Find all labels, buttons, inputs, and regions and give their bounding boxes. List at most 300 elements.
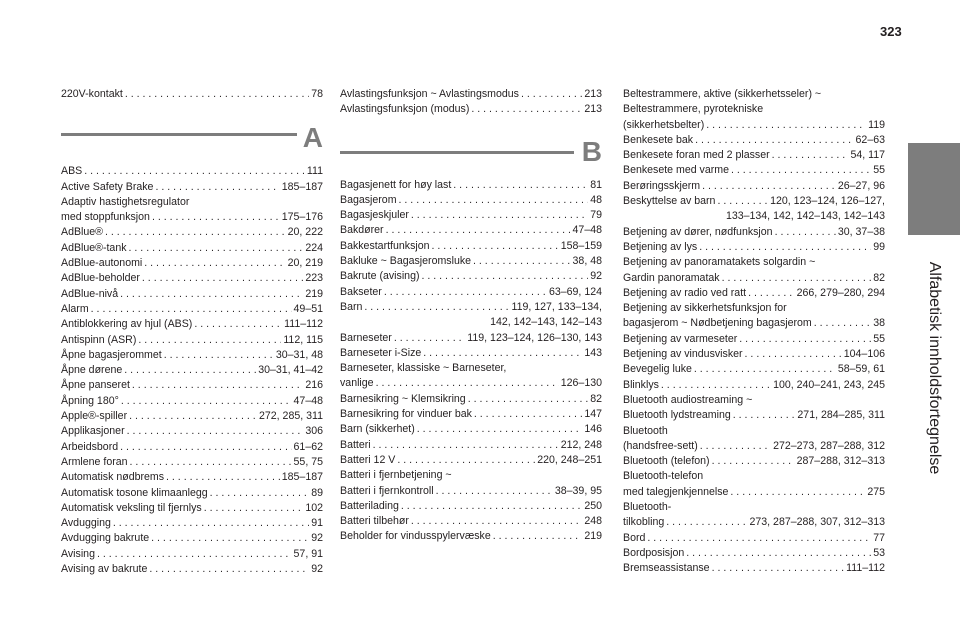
dot-leader xyxy=(493,529,583,544)
dot-leader xyxy=(129,241,304,256)
entry-term: Åpne bagasjerommet xyxy=(61,348,162,361)
index-entry xyxy=(61,562,323,577)
index-entry xyxy=(340,208,602,223)
entry-pages: 185–187 xyxy=(281,180,323,193)
entry-term: Betjening av vindusvisker xyxy=(623,348,743,361)
entry-term: vanlige xyxy=(340,377,374,390)
entry-term: Avdugging bakrute xyxy=(61,532,150,545)
entry-term: Automatisk nødbrems xyxy=(61,471,165,484)
dot-leader xyxy=(364,300,509,315)
index-entry xyxy=(61,501,323,516)
dot-leader xyxy=(717,194,768,209)
entry-pages: 119, 123–124, 126–130, 143 xyxy=(467,331,602,344)
index-entry xyxy=(61,210,323,225)
index-entry-line: Beltestrammere, aktive (sikkerhetsseler) ~ xyxy=(623,88,822,100)
index-entry-line: Barneseter, klassiske ~ Barneseter, xyxy=(340,362,507,375)
index-entry xyxy=(340,269,602,284)
entry-term: Åpning 180° xyxy=(61,394,119,407)
entry-pages: 216 xyxy=(305,379,323,392)
index-entry xyxy=(61,363,323,378)
index-entry xyxy=(61,531,323,546)
dot-leader xyxy=(686,546,871,561)
index-entry-line: 133–134, 142, 142–143, 142–143 xyxy=(725,210,885,223)
index-entry xyxy=(61,180,323,195)
entry-term: 220V-kontakt xyxy=(61,88,123,100)
heading-letter: B xyxy=(581,135,602,167)
index-entry xyxy=(61,440,323,455)
entry-term: Benkesete med varme xyxy=(623,164,729,177)
dot-leader xyxy=(706,118,866,133)
entry-pages: 30, 37–38 xyxy=(837,225,885,238)
index-entry xyxy=(340,102,602,117)
entry-pages: 55 xyxy=(873,332,885,345)
dot-leader xyxy=(164,348,274,363)
index-entry xyxy=(623,546,885,561)
section-heading-a xyxy=(61,122,323,160)
entry-pages: 38–39, 95 xyxy=(554,484,602,497)
entry-pages: 158–159 xyxy=(560,239,602,252)
entry-term: tilkobling xyxy=(623,516,665,529)
entry-term: Berøringsskjerm xyxy=(623,179,701,192)
index-entry xyxy=(623,531,885,546)
dot-leader xyxy=(166,470,280,485)
index-entry xyxy=(340,331,602,346)
dot-leader xyxy=(722,271,872,286)
entry-pages: 111 xyxy=(306,165,323,178)
index-entry xyxy=(623,332,885,347)
entry-term: Antiblokkering av hjul (ABS) xyxy=(61,318,193,331)
index-entry xyxy=(623,163,885,178)
index-entry xyxy=(623,133,885,148)
dot-leader xyxy=(730,485,865,500)
dot-leader xyxy=(647,531,871,546)
entry-pages: 53 xyxy=(873,546,885,559)
dot-leader xyxy=(386,223,571,238)
heading-rule xyxy=(61,133,297,136)
index-entry xyxy=(61,333,323,348)
entry-pages: 126–130 xyxy=(560,377,602,390)
entry-term: Bagasjeskjuler xyxy=(340,209,409,222)
dot-leader xyxy=(138,333,281,348)
entry-term: Arbeidsbord xyxy=(61,440,119,453)
entry-pages: 79 xyxy=(590,209,602,222)
index-column-a xyxy=(61,87,323,577)
entry-pages: 20, 222 xyxy=(287,226,323,239)
entry-term: Bakkestartfunksjon xyxy=(340,239,430,252)
dot-leader xyxy=(712,561,845,576)
entry-term: Bordposisjon xyxy=(623,546,685,559)
index-entry xyxy=(61,348,323,363)
dot-leader xyxy=(155,180,279,195)
entry-pages: 77 xyxy=(873,531,885,544)
entry-pages: 99 xyxy=(873,240,885,253)
entry-term: Batteri xyxy=(340,438,371,451)
index-entry xyxy=(61,378,323,393)
entry-pages: 213 xyxy=(584,88,602,100)
index-entry xyxy=(340,514,602,529)
entry-pages: 30–31, 41–42 xyxy=(258,364,323,377)
entry-pages: 250 xyxy=(584,499,602,512)
entry-term: Avlastingsfunksjon (modus) xyxy=(340,103,470,116)
dot-leader xyxy=(401,499,582,514)
entry-pages: 147 xyxy=(584,408,602,421)
entry-pages: 82 xyxy=(873,271,885,284)
entry-pages: 146 xyxy=(584,423,602,436)
entry-term: Bagasjenett for høy last xyxy=(340,178,452,191)
index-entry xyxy=(340,178,602,193)
dot-leader xyxy=(423,346,582,361)
dot-leader xyxy=(127,424,304,439)
entry-pages: 47–48 xyxy=(293,394,323,407)
entry-pages: 272, 285, 311 xyxy=(258,410,323,423)
index-entry-line: Betjening av panoramatakets solgardin ~ xyxy=(623,256,816,269)
entry-term: Batterilading xyxy=(340,499,399,512)
entry-term: Bluetooth lydstreaming xyxy=(623,409,731,422)
index-entry-line: Beltestrammere, pyrotekniske xyxy=(623,103,764,116)
entry-pages: 111–112 xyxy=(846,562,885,575)
entry-term: Beholder for vindusspylervæske xyxy=(340,530,491,543)
entry-pages: 306 xyxy=(305,425,323,438)
index-entry xyxy=(61,271,323,286)
dot-leader xyxy=(152,210,280,225)
entry-term: Bakrute (avising) xyxy=(340,270,420,283)
index-entry-line: 142, 142–143, 142–143 xyxy=(490,316,602,329)
entry-pages: 185–187 xyxy=(281,471,323,484)
dot-leader xyxy=(124,363,256,378)
entry-pages: 212, 248 xyxy=(560,438,602,451)
entry-term: Active Safety Brake xyxy=(61,180,154,193)
index-entry xyxy=(61,486,323,501)
dot-leader xyxy=(702,179,836,194)
dot-leader xyxy=(149,562,309,577)
entry-pages: 287–288, 312–313 xyxy=(796,455,885,468)
entry-term: Bakseter xyxy=(340,285,382,298)
index-entry xyxy=(340,300,602,315)
entry-term: Barneseter xyxy=(340,331,392,344)
index-entry xyxy=(623,240,885,255)
column-b-pre xyxy=(340,87,602,118)
entry-term: (handsfree-sett) xyxy=(623,439,698,452)
index-entry xyxy=(623,439,885,454)
index-entry-line: Bluetooth- xyxy=(623,501,672,514)
entry-term: Applikasjoner xyxy=(61,425,125,438)
index-entry xyxy=(340,407,602,422)
dot-leader xyxy=(474,407,582,422)
entry-pages: 273, 287–288, 307, 312–313 xyxy=(749,516,885,529)
entry-pages: 81 xyxy=(590,178,602,191)
dot-leader xyxy=(772,148,849,163)
entry-term: med talegjenkjennelse xyxy=(623,485,729,498)
dot-leader xyxy=(399,193,589,208)
entry-pages: 49–51 xyxy=(293,302,323,315)
entry-pages: 112, 115 xyxy=(283,333,323,346)
heading-rule xyxy=(340,151,574,154)
entry-pages: 63–69, 124 xyxy=(548,285,602,298)
dot-leader xyxy=(417,422,583,437)
dot-leader xyxy=(739,332,871,347)
index-entry xyxy=(623,118,885,133)
index-entry xyxy=(623,194,885,209)
index-entry xyxy=(623,561,885,576)
entry-pages: 92 xyxy=(311,532,323,545)
entry-pages: 26–27, 96 xyxy=(837,179,885,192)
dot-leader xyxy=(130,455,292,470)
entry-pages: 61–62 xyxy=(293,440,323,453)
entry-term: AdBlue®-tank xyxy=(61,241,127,254)
entry-term: Barneseter i-Size xyxy=(340,346,422,359)
entry-pages: 111–112 xyxy=(284,318,323,331)
index-entry xyxy=(340,223,602,238)
entry-pages: 175–176 xyxy=(281,211,323,224)
entry-term: Avlastingsfunksjon ~ Avlastingsmodus xyxy=(340,88,519,100)
dot-leader xyxy=(204,501,304,516)
index-entry xyxy=(61,164,323,179)
index-entry xyxy=(61,256,323,271)
dot-leader xyxy=(699,240,871,255)
dot-leader xyxy=(113,516,309,531)
entry-pages: 78 xyxy=(311,88,323,100)
entry-term: Benkesete bak xyxy=(623,133,694,146)
entry-pages: 219 xyxy=(305,287,323,300)
dot-leader xyxy=(151,531,309,546)
dot-leader xyxy=(814,316,871,331)
entry-term: ABS xyxy=(61,165,83,178)
dot-leader xyxy=(775,225,836,240)
entry-term: Barnesikring ~ Klemsikring xyxy=(340,392,466,405)
index-entry-line: Bluetooth-telefon xyxy=(623,470,704,483)
entry-term: (sikkerhetsbelter) xyxy=(623,118,705,131)
entry-pages: 275 xyxy=(867,485,885,498)
dot-leader xyxy=(666,515,747,530)
dot-leader xyxy=(745,347,842,362)
entry-pages: 104–106 xyxy=(843,348,885,361)
index-entry xyxy=(61,241,323,256)
dot-leader xyxy=(473,254,571,269)
index-entry xyxy=(623,225,885,240)
index-entry xyxy=(61,516,323,531)
entry-term: Barn (sikkerhet) xyxy=(340,423,415,436)
entry-term: AdBlue-nivå xyxy=(61,287,119,300)
dot-leader xyxy=(384,285,547,300)
entry-term: Antispinn (ASR) xyxy=(61,333,137,346)
dot-leader xyxy=(471,102,582,117)
entry-pages: 58–59, 61 xyxy=(837,363,885,376)
entry-pages: 92 xyxy=(311,563,323,576)
entry-pages: 92 xyxy=(590,270,602,283)
dot-leader xyxy=(120,440,291,455)
entry-term: Blinklys xyxy=(623,378,659,391)
entry-pages: 89 xyxy=(311,486,323,499)
entry-pages: 248 xyxy=(584,515,602,528)
index-entry xyxy=(340,193,602,208)
index-entry xyxy=(61,394,323,409)
index-entry xyxy=(61,225,323,240)
dot-leader xyxy=(194,317,282,332)
entry-pages: 55, 75 xyxy=(293,455,323,468)
entry-term: Bluetooth (telefon) xyxy=(623,455,710,468)
dot-leader xyxy=(436,484,553,499)
section-tab xyxy=(908,143,960,235)
entry-term: Alarm xyxy=(61,302,89,315)
dot-leader xyxy=(125,87,309,102)
dot-leader xyxy=(121,394,292,409)
entry-pages: 38, 48 xyxy=(572,255,602,268)
index-entry xyxy=(61,302,323,317)
section-side-label: Alfabetisk innholdsfortegnelse xyxy=(926,261,943,475)
dot-leader xyxy=(411,208,588,223)
index-entry xyxy=(340,285,602,300)
index-entry xyxy=(623,347,885,362)
dot-leader xyxy=(144,256,285,271)
index-entry xyxy=(340,484,602,499)
entry-term: Beskyttelse av barn xyxy=(623,195,716,208)
entry-pages: 102 xyxy=(305,501,323,514)
dot-leader xyxy=(661,378,771,393)
dot-leader xyxy=(411,514,582,529)
entry-term: AdBlue® xyxy=(61,226,103,239)
dot-leader xyxy=(129,409,257,424)
index-entry xyxy=(61,287,323,302)
column-a-pre xyxy=(61,87,323,102)
entry-pages: 91 xyxy=(311,517,323,530)
entry-term: Batteri tilbehør xyxy=(340,515,409,528)
dot-leader xyxy=(712,454,795,469)
index-entry xyxy=(61,87,323,102)
entry-term: AdBlue-beholder xyxy=(61,272,140,285)
index-entry xyxy=(340,392,602,407)
entry-term: Avdugging xyxy=(61,517,111,530)
index-entry-line: Betjening av sikkerhetsfunksjon for xyxy=(623,302,787,315)
entry-pages: 119, 127, 133–134, xyxy=(511,300,602,313)
index-entry xyxy=(340,422,602,437)
entry-term: Apple®-spiller xyxy=(61,410,128,423)
index-entry-line: Batteri i fjernbetjening ~ xyxy=(340,469,452,482)
entry-pages: 213 xyxy=(584,103,602,116)
entry-term: Automatisk tosone klimaanlegg xyxy=(61,486,208,499)
entry-pages: 54, 117 xyxy=(850,149,885,162)
index-entry xyxy=(340,499,602,514)
dot-leader xyxy=(733,408,796,423)
dot-leader xyxy=(394,331,465,346)
entry-term: bagasjerom ~ Nødbetjening bagasjerom xyxy=(623,317,812,330)
index-entry xyxy=(61,409,323,424)
entry-pages: 271, 284–285, 311 xyxy=(797,409,885,422)
index-entry-line: Bluetooth xyxy=(623,424,668,437)
entry-term: Bevegelig luke xyxy=(623,363,692,376)
entry-pages: 55 xyxy=(873,164,885,177)
index-entry xyxy=(61,317,323,332)
index-column-c xyxy=(623,87,885,577)
entry-pages: 38 xyxy=(873,317,885,330)
dot-leader xyxy=(748,286,795,301)
entry-pages: 57, 91 xyxy=(293,547,323,560)
index-entry xyxy=(340,87,602,102)
entry-term: Batteri 12 V xyxy=(340,453,396,466)
index-entry xyxy=(61,547,323,562)
entry-term: med stoppfunksjon xyxy=(61,211,150,224)
index-entry xyxy=(623,454,885,469)
dot-leader xyxy=(210,486,310,501)
entry-term: AdBlue-autonomi xyxy=(61,257,143,270)
entry-term: Betjening av lys xyxy=(623,240,698,253)
dot-leader xyxy=(373,438,559,453)
index-entry xyxy=(623,271,885,286)
entry-term: Barn xyxy=(340,300,363,313)
dot-leader xyxy=(731,163,871,178)
entry-term: Betjening av dører, nødfunksjon xyxy=(623,225,773,238)
entry-term: Åpne panseret xyxy=(61,379,130,392)
dot-leader xyxy=(84,164,305,179)
index-entry xyxy=(61,455,323,470)
entry-pages: 48 xyxy=(590,193,602,206)
entry-term: Betjening av varmeseter xyxy=(623,332,738,345)
entry-pages: 30–31, 48 xyxy=(275,348,323,361)
entry-pages: 143 xyxy=(584,346,602,359)
dot-leader xyxy=(105,225,286,240)
entry-pages: 224 xyxy=(305,241,323,254)
index-column-b xyxy=(340,87,602,545)
entry-term: Åpne dørene xyxy=(61,364,123,377)
entry-term: Avising av bakrute xyxy=(61,563,148,576)
dot-leader xyxy=(97,547,292,562)
index-entry xyxy=(623,316,885,331)
index-entry-line: Adaptiv hastighetsregulator xyxy=(61,195,190,208)
dot-leader xyxy=(432,239,559,254)
index-entry xyxy=(340,438,602,453)
entry-term: Betjening av radio ved ratt xyxy=(623,286,747,299)
entry-pages: 223 xyxy=(305,272,323,285)
dot-leader xyxy=(695,133,853,148)
entry-pages: 82 xyxy=(590,392,602,405)
entry-term: Benkesete foran med 2 plasser xyxy=(623,149,770,162)
column-b-entries xyxy=(340,178,602,545)
entry-term: Gardin panoramatak xyxy=(623,271,720,284)
index-entry xyxy=(61,424,323,439)
entry-term: Batteri i fjernkontroll xyxy=(340,484,434,497)
column-c-entries xyxy=(623,87,885,577)
dot-leader xyxy=(397,453,535,468)
entry-term: Armlene foran xyxy=(61,455,128,468)
entry-term: Avising xyxy=(61,547,95,560)
dot-leader xyxy=(120,287,303,302)
entry-term: Bremseassistanse xyxy=(623,562,710,575)
entry-pages: 120, 123–124, 126–127, xyxy=(770,195,885,208)
entry-pages: 272–273, 287–288, 312 xyxy=(773,439,885,452)
entry-pages: 20, 219 xyxy=(287,257,323,270)
dot-leader xyxy=(521,87,582,102)
entry-pages: 219 xyxy=(584,530,602,543)
index-entry xyxy=(623,286,885,301)
entry-pages: 100, 240–241, 243, 245 xyxy=(773,378,885,391)
dot-leader xyxy=(142,271,303,286)
heading-letter: A xyxy=(302,122,323,154)
index-entry xyxy=(623,485,885,500)
dot-leader xyxy=(468,392,589,407)
entry-pages: 220, 248–251 xyxy=(537,453,602,466)
dot-leader xyxy=(91,302,292,317)
entry-pages: 62–63 xyxy=(855,133,885,146)
dot-leader xyxy=(421,269,588,284)
index-entry xyxy=(61,470,323,485)
dot-leader xyxy=(694,362,836,377)
index-entry xyxy=(623,378,885,393)
dot-leader xyxy=(453,178,588,193)
entry-pages: 266, 279–280, 294 xyxy=(796,286,885,299)
entry-term: Bord xyxy=(623,531,646,544)
index-entry xyxy=(623,408,885,423)
entry-pages: 47–48 xyxy=(572,224,602,237)
entry-term: Bakluke ~ Bagasjeromsluke xyxy=(340,255,472,268)
